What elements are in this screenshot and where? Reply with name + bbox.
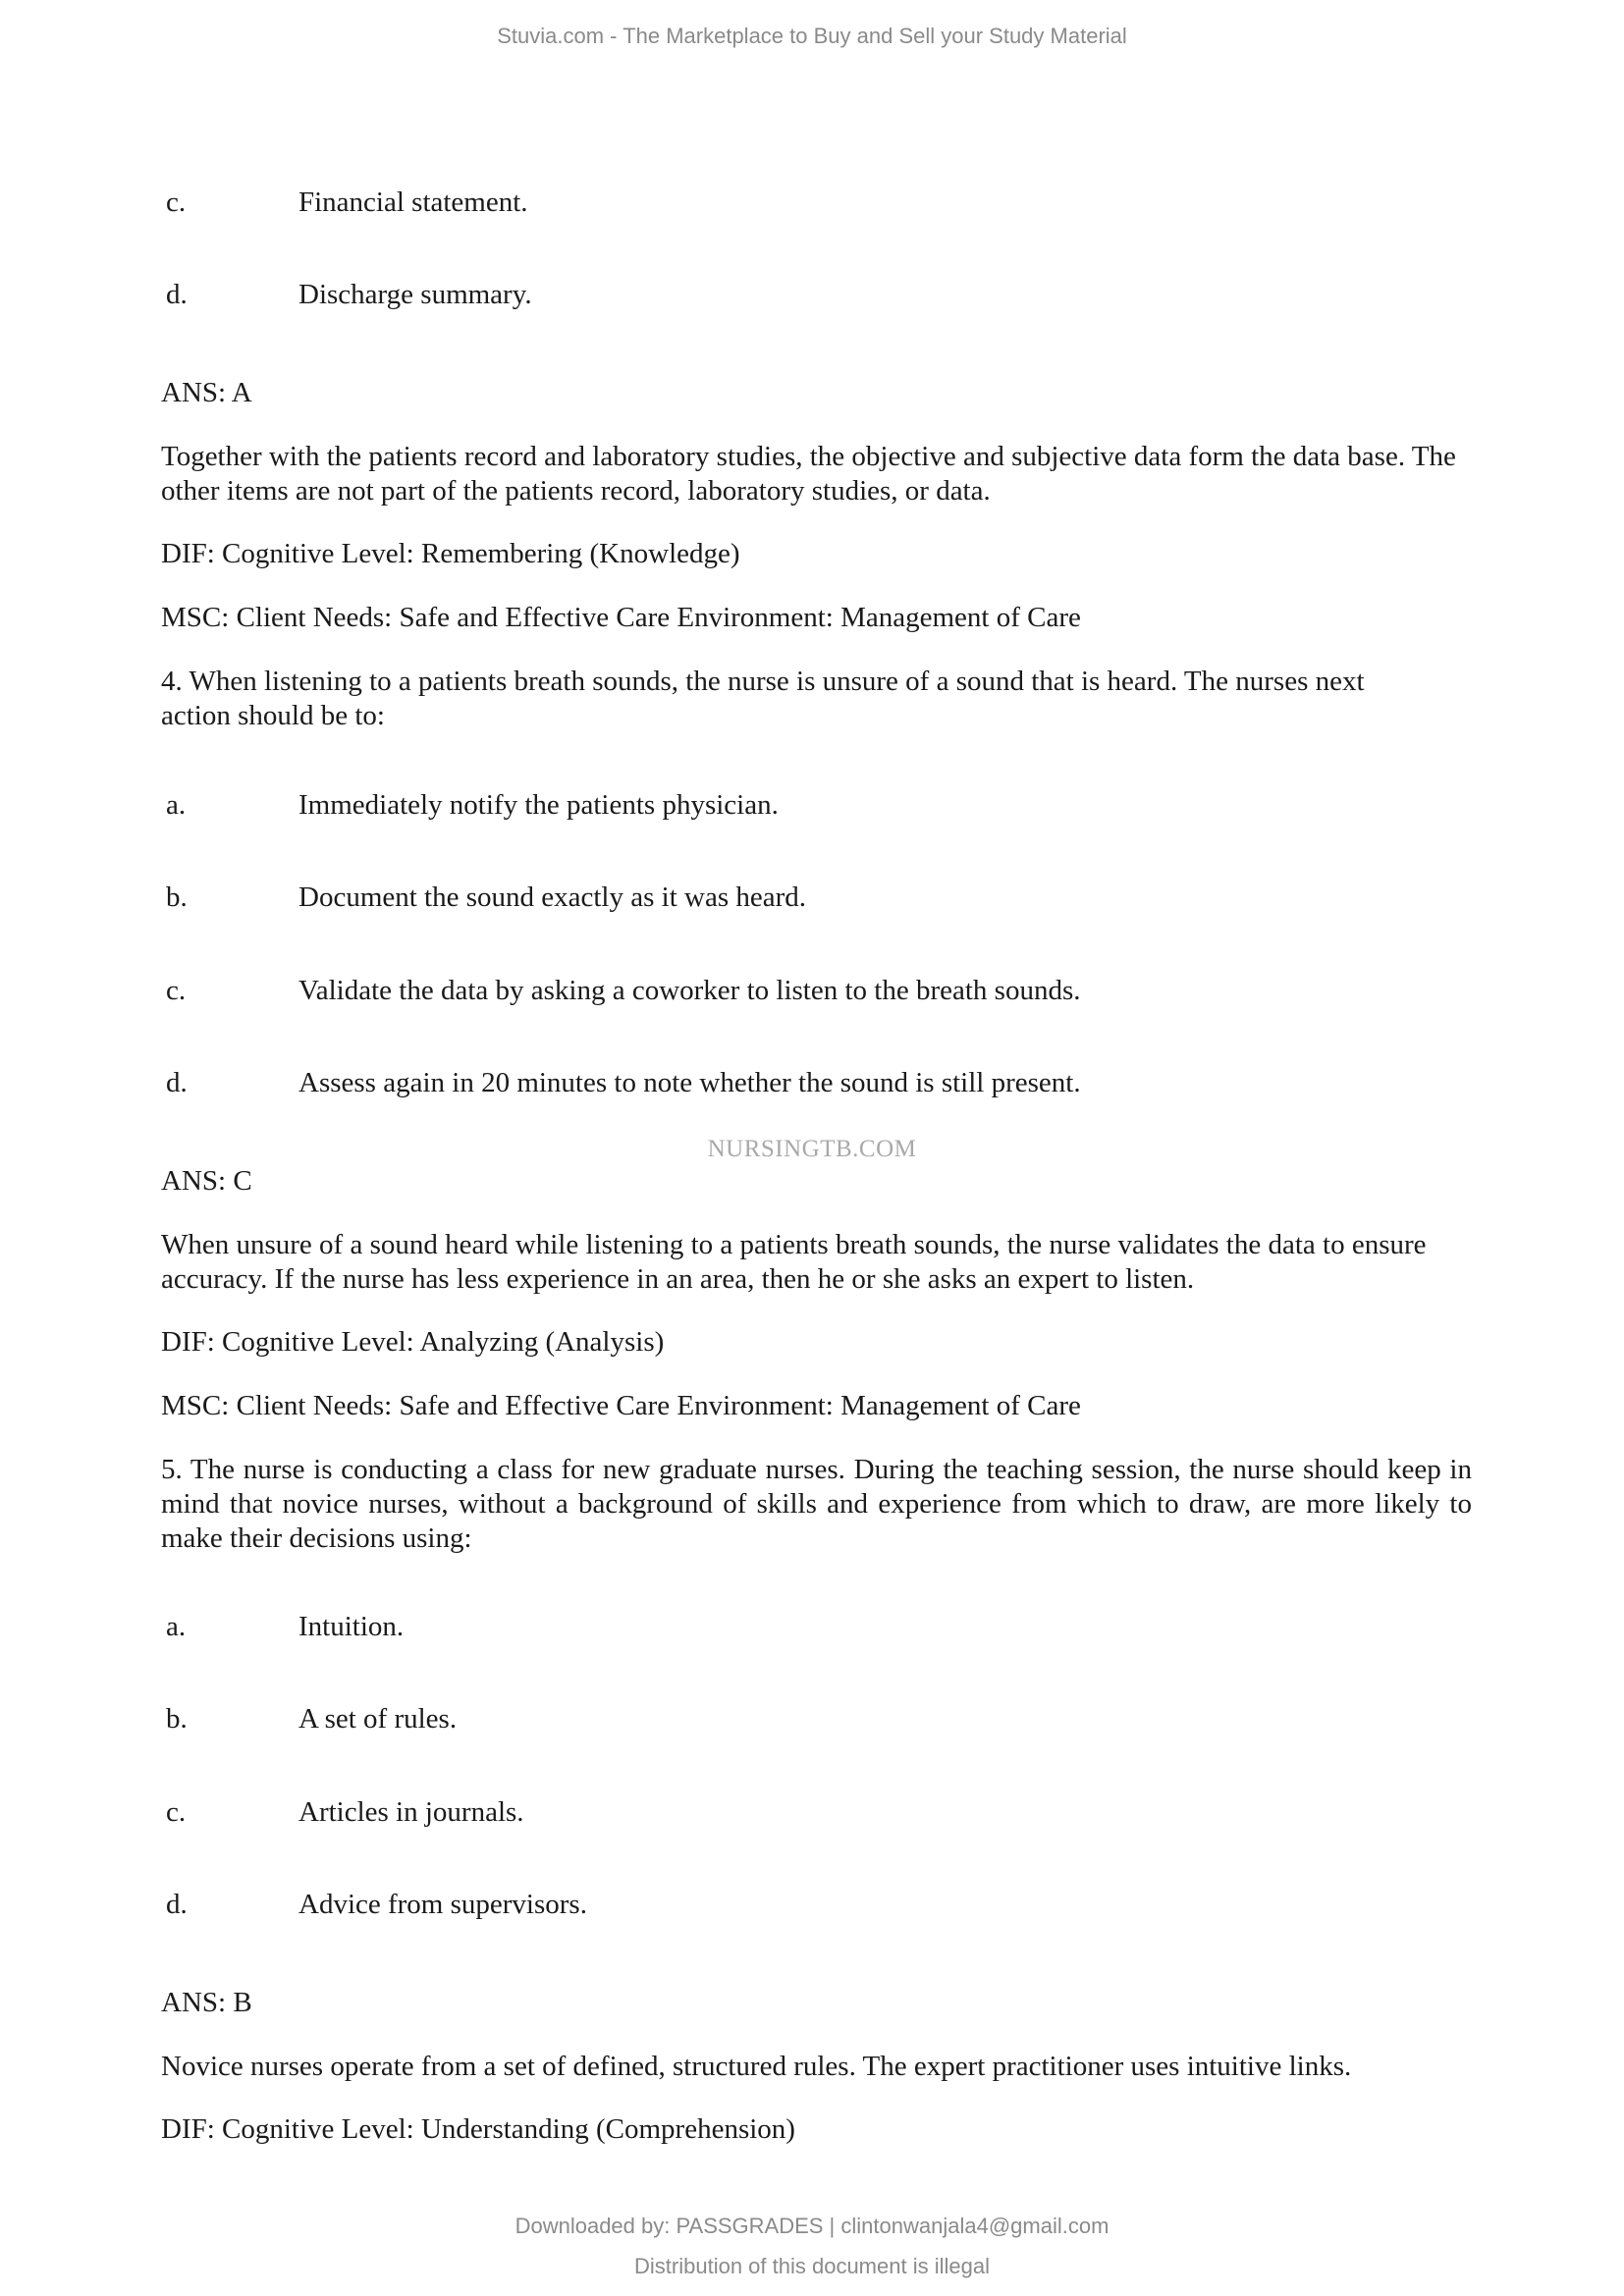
option-letter: d. — [166, 1067, 188, 1098]
distribution-notice: Distribution of this document is illegal — [634, 2254, 990, 2278]
option-text: Financial statement. — [298, 187, 528, 218]
option-letter: d. — [166, 279, 188, 310]
option-letter: c. — [166, 1796, 187, 1828]
rationale-text: Together with the patients record and laboratory studies, the objective and subjective data form the data base. The other items are not part of the patients record, laboratory studies, or data. — [161, 441, 1456, 507]
download-info: Downloaded by: PASSGRADES | clintonwanjala4@gmail.com — [514, 2214, 1110, 2238]
difficulty-text: DIF: Cognitive Level: Analyzing (Analysis) — [161, 1326, 665, 1358]
option-text: A set of rules. — [298, 1703, 458, 1735]
option-row — [0, 974, 1624, 1013]
option-letter: c. — [166, 975, 187, 1006]
option-row — [0, 881, 1624, 920]
watermark: NURSINGTB.COM — [707, 1136, 917, 1162]
option-row — [0, 1702, 1624, 1741]
option-letter: c. — [166, 187, 187, 218]
option-row — [0, 1066, 1624, 1105]
answer-label: ANS: A — [161, 377, 252, 408]
option-letter: d. — [166, 1889, 188, 1920]
question-text: 4. When listening to a patients breath sounds, the nurse is unsure of a sound that is heard. The nurses next action should be to: — [161, 666, 1365, 731]
option-letter: a. — [166, 789, 187, 821]
option-text: Validate the data by asking a coworker to listen to the breath sounds. — [298, 975, 1081, 1006]
client-needs-text: MSC: Client Needs: Safe and Effective Care Environment: Management of Care — [161, 602, 1081, 633]
option-row — [0, 278, 1624, 317]
answer-label: ANS: B — [161, 1987, 252, 2018]
option-text: Articles in journals. — [298, 1796, 524, 1828]
answer-label: ANS: C — [161, 1165, 252, 1197]
option-text: Assess again in 20 minutes to note whether the sound is still present. — [298, 1067, 1081, 1098]
rationale-text: When unsure of a sound heard while listening to a patients breath sounds, the nurse validates the data to ensure accuracy. If the nurse has less experience in an area, then he or she asks an expert to listen. — [161, 1229, 1427, 1295]
option-letter: a. — [166, 1611, 187, 1642]
option-text: Intuition. — [298, 1611, 405, 1642]
question-text: 5. The nurse is conducting a class for new graduate nurses. During the teaching session, the nurse should keep in mind that novice nurses, without a background of skills and experience from which to draw, are more likely to make their decisions using: — [161, 1454, 1472, 1554]
difficulty-text: DIF: Cognitive Level: Remembering (Knowledge) — [161, 538, 740, 569]
rationale-text: Novice nurses operate from a set of defined, structured rules. The expert practitioner uses intuitive links. — [161, 2051, 1352, 2082]
option-row — [0, 788, 1624, 828]
option-text: Discharge summary. — [298, 279, 532, 310]
client-needs-text: MSC: Client Needs: Safe and Effective Care Environment: Management of Care — [161, 1390, 1081, 1421]
option-letter: b. — [166, 1703, 188, 1735]
option-text: Immediately notify the patients physician. — [298, 789, 779, 821]
page-header: Stuvia.com - The Marketplace to Buy and Sell your Study Material — [497, 24, 1127, 48]
option-row — [0, 1795, 1624, 1835]
option-text: Document the sound exactly as it was heard. — [298, 881, 807, 913]
option-letter: b. — [166, 881, 188, 913]
option-row — [0, 1888, 1624, 1927]
difficulty-text: DIF: Cognitive Level: Understanding (Comprehension) — [161, 2113, 795, 2145]
option-row — [0, 1610, 1624, 1649]
option-text: Advice from supervisors. — [298, 1889, 587, 1920]
option-row — [0, 186, 1624, 225]
